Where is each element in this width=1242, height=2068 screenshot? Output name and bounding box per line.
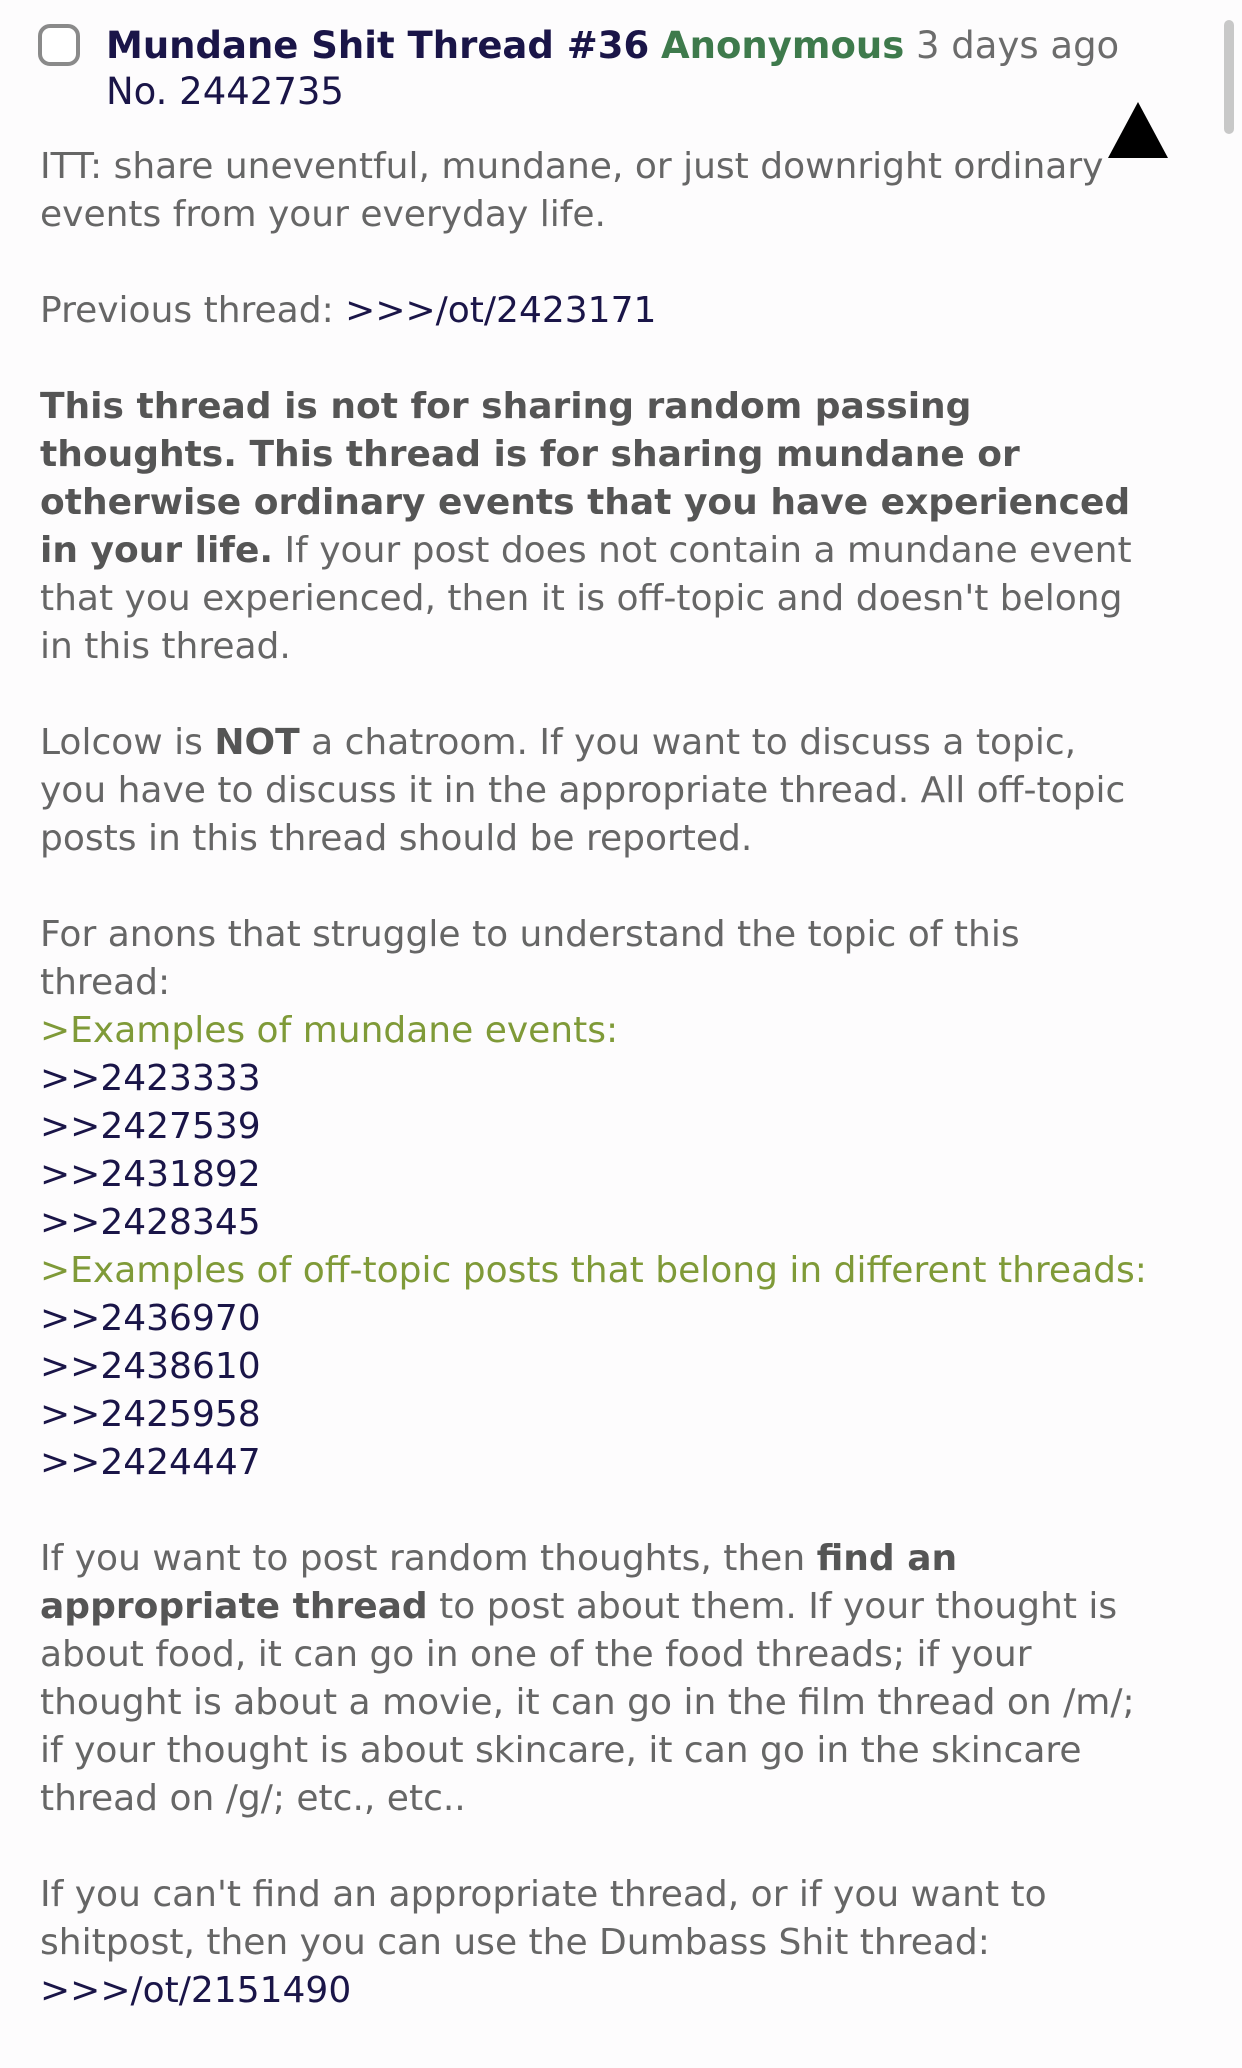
poster-name: Anonymous xyxy=(661,24,905,67)
checkbox-icon[interactable] xyxy=(38,24,80,66)
greentext-offtopic-examples: >Examples of off-topic posts that belong in different threads: xyxy=(40,1250,1147,1291)
random-thoughts-paragraph xyxy=(40,1535,1150,1823)
rules-bold-text: This thread is not for sharing random passing thoughts. This thread is for sharing mundane or otherwise ordinary events that you have experienced in your life. xyxy=(40,386,1131,571)
intro-text: ITT: share uneventful, mundane, or just downright ordinary events from your everyday life. xyxy=(40,146,1104,235)
struggle-paragraph: For anons that struggle to understand the topic of this thread: xyxy=(40,914,1020,1003)
post-time: 3 days ago xyxy=(916,24,1120,67)
greentext-mundane-examples: >Examples of mundane events: xyxy=(40,1010,619,1051)
quote-link[interactable]: >>2424447 xyxy=(40,1442,261,1483)
quote-link[interactable]: >>2427539 xyxy=(40,1106,261,1147)
quote-link[interactable]: >>2428345 xyxy=(40,1202,261,1243)
post-number[interactable]: No. 2442735 xyxy=(106,70,344,113)
previous-thread-line xyxy=(40,287,1150,335)
random-thoughts-text-a: If you want to post random thoughts, then xyxy=(40,1538,817,1579)
dumbass-thread-link[interactable]: >>>/ot/2151490 xyxy=(40,1970,352,2011)
quote-link[interactable]: >>2436970 xyxy=(40,1298,261,1339)
not-bold: NOT xyxy=(214,722,300,763)
quote-link[interactable]: >>2423333 xyxy=(40,1058,261,1099)
quote-link[interactable]: >>2431892 xyxy=(40,1154,261,1195)
quote-link[interactable]: >>2425958 xyxy=(40,1394,261,1435)
post-subject: Mundane Shit Thread #36 xyxy=(106,24,650,67)
rules-paragraph xyxy=(40,383,1150,671)
rules-text: If your post does not contain a mundane event that you experienced, then it is off-topic and doesn't belong in this thread. xyxy=(40,530,1132,667)
previous-thread-label: Previous thread: xyxy=(40,290,346,331)
post-body xyxy=(40,143,1150,2015)
quote-link[interactable]: >>2438610 xyxy=(40,1346,261,1387)
chatroom-text-a: Lolcow is xyxy=(40,722,215,763)
chatroom-paragraph xyxy=(40,719,1150,863)
dumbass-thread-paragraph: If you can't find an appropriate thread, or if you want to shitpost, then you can use the Dumbass Shit thread: xyxy=(40,1874,1047,1963)
scrollbar[interactable] xyxy=(1224,20,1234,134)
random-thoughts-text-b: to post about them. If your thought is about food, it can go in one of the food threads; if your thought is about a movie, it can go in the film thread on /m/; if your thought is about skincare, it can go in the skincare thread on /g/; etc., etc.. xyxy=(40,1586,1135,1819)
find-thread-bold: find an appropriate thread xyxy=(40,1538,958,1627)
previous-thread-link[interactable]: >>>/ot/2423171 xyxy=(345,290,657,331)
chatroom-text-b: a chatroom. If you want to discuss a topic, you have to discuss it in the appropriate thread. All off-topic posts in this thread should be reported. xyxy=(40,722,1126,859)
header-line xyxy=(106,20,1119,72)
